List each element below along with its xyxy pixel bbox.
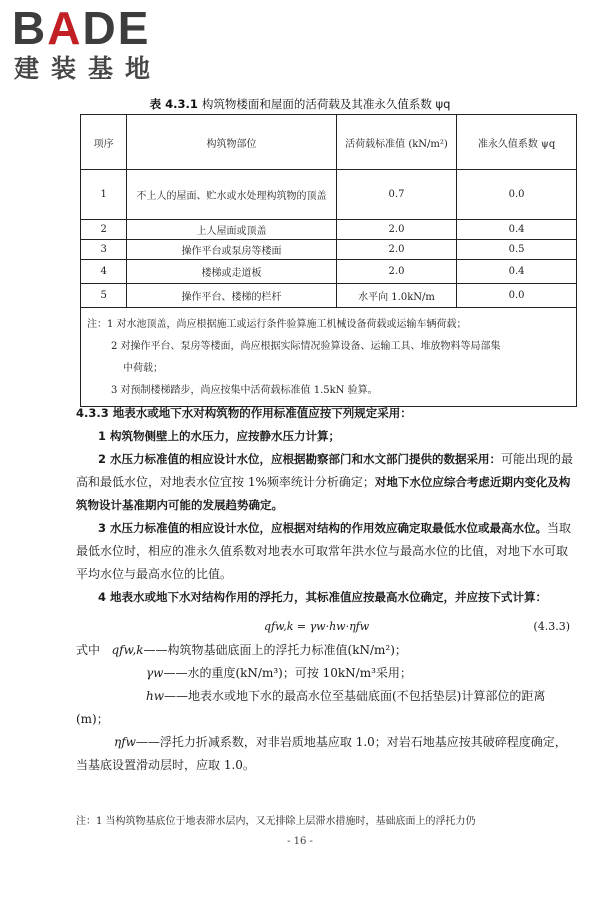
section-heading: 4.3.3 地表水或地下水对构筑物的作用标准值应按下列规定采用：	[76, 406, 412, 420]
formula-row	[76, 613, 576, 639]
header-load: 活荷载标准值 (kN/m²)	[336, 115, 456, 170]
row-load: 2.0	[336, 240, 456, 260]
clause-item-2-bold-tail: 对地下水位应综合考虑近期内变化及构筑物设计基准期内可能的发展趋势确定。	[76, 475, 571, 512]
table-note: 中荷载；	[123, 363, 163, 374]
table-row	[81, 170, 577, 220]
row-load: 2.0	[336, 220, 456, 240]
clause-item-4: 4 地表水或地下水对结构作用的浮托力，其标准值应按最高水位确定，并应按下式计算：	[98, 590, 548, 604]
row-coef: 0.0	[457, 170, 577, 220]
clause-item-1: 1 构筑物侧壁上的水压力，应按静水压力计算；	[98, 429, 341, 443]
definition-2	[76, 662, 576, 685]
clause-item-3-bold: 3 水压力标准值的相应设计水位，应根据对结构的作用效应确定取最低水位或最高水位。	[98, 521, 548, 535]
row-part: 不上人的屋面、贮水或水处理构筑物的顶盖	[127, 170, 336, 220]
logo-wordmark: BADE	[12, 2, 151, 54]
row-no: 2	[81, 220, 127, 240]
clause-item-2-text: 可能出现的最高和最低水位，对地表水位宜按 1%频率统计分析确定；	[76, 452, 574, 489]
definition-symbol: qfw,k	[111, 643, 144, 657]
definition-symbol: γw	[146, 666, 164, 680]
logo-subtitle: 建装基地	[14, 54, 163, 83]
row-no: 5	[81, 284, 127, 308]
definition-symbol: hw	[146, 689, 164, 703]
definition-text: ——构筑物基础底面上的浮托力标准值(kN/m²)；	[143, 643, 407, 657]
clause-item-3-text: 当取最低水位时，相应的准永久值系数对地表水可取常年洪水位与最高水位的比值，对地下水可取平均水位与最高水位的比值。	[76, 521, 572, 581]
definition-text: ——浮托力折减系数，对非岩质地基应取 1.0；对岩石地基应按其破碎程度确定，当基底设置滑动层时，应取 1.0。	[76, 735, 567, 772]
brand-logo	[12, 4, 162, 86]
table-note: 3 对预制楼梯踏步，尚应按集中活荷载标准值 1.5kN 验算。	[111, 385, 378, 396]
header-item-no: 项序	[81, 115, 127, 170]
page-footnote: 注：1 当构筑物基底位于地表滞水层内，又无排除上层滞水措施时，基础底面上的浮托力仍	[76, 816, 476, 827]
table-row	[81, 240, 577, 260]
clause-item-3	[76, 517, 576, 586]
row-load: 水平向 1.0kN/m	[336, 284, 456, 308]
table-caption	[0, 96, 600, 112]
definition-text: ——地表水或地下水的最高水位至基础底面(不包括垫层)计算部位的距离(m)；	[76, 689, 546, 726]
caption-number: 表 4.3.1	[149, 97, 198, 111]
table-row	[81, 260, 577, 284]
table-row	[81, 284, 577, 308]
row-part: 上人屋面或顶盖	[127, 220, 336, 240]
row-coef: 0.4	[457, 260, 577, 284]
table-note: 注：1 对水池顶盖，尚应根据施工或运行条件验算施工机械设备荷载或运输车辆荷载；	[87, 319, 467, 330]
table-notes-row	[81, 308, 577, 407]
row-no: 3	[81, 240, 127, 260]
row-coef: 0.5	[457, 240, 577, 260]
row-part: 操作平台或泵房等楼面	[127, 240, 336, 260]
definition-text: ——水的重度(kN/m³)；可按 10kN/m³采用；	[163, 666, 412, 680]
definition-symbol: ηfw	[114, 735, 136, 749]
live-load-table	[80, 114, 577, 407]
table-header-row	[81, 115, 577, 170]
definition-3	[76, 685, 576, 731]
table-notes	[81, 308, 577, 407]
symbol-definitions	[76, 639, 576, 777]
row-load: 0.7	[336, 170, 456, 220]
table-row	[81, 220, 577, 240]
section-body	[76, 402, 576, 777]
row-coef: 0.4	[457, 220, 577, 240]
clause-item-2-bold: 2 水压力标准值的相应设计水位，应根据勘察部门和水文部门提供的数据采用：	[98, 452, 502, 466]
page-number: - 16 -	[287, 836, 313, 847]
clause-item-2	[76, 448, 576, 517]
row-no: 4	[81, 260, 127, 284]
definition-4	[76, 731, 576, 777]
row-part: 操作平台、楼梯的栏杆	[127, 284, 336, 308]
row-part: 楼梯或走道板	[127, 260, 336, 284]
row-no: 1	[81, 170, 127, 220]
row-coef: 0.0	[457, 284, 577, 308]
header-part: 构筑物部位	[127, 115, 336, 170]
row-load: 2.0	[336, 260, 456, 284]
formula: qfw,k = γw·hw·ηfw	[264, 620, 370, 633]
table-note: 2 对操作平台、泵房等楼面，尚应根据实际情况验算设备、运输工具、堆放物料等局部集	[111, 341, 501, 352]
definition-intro: 式中	[76, 643, 101, 657]
header-coef: 准永久值系数 ψq	[457, 115, 577, 170]
definition-1	[76, 639, 576, 662]
formula-number: (4.3.3)	[533, 620, 570, 633]
caption-title: 构筑物楼面和屋面的活荷载及其准永久值系数 ψq	[201, 97, 451, 111]
